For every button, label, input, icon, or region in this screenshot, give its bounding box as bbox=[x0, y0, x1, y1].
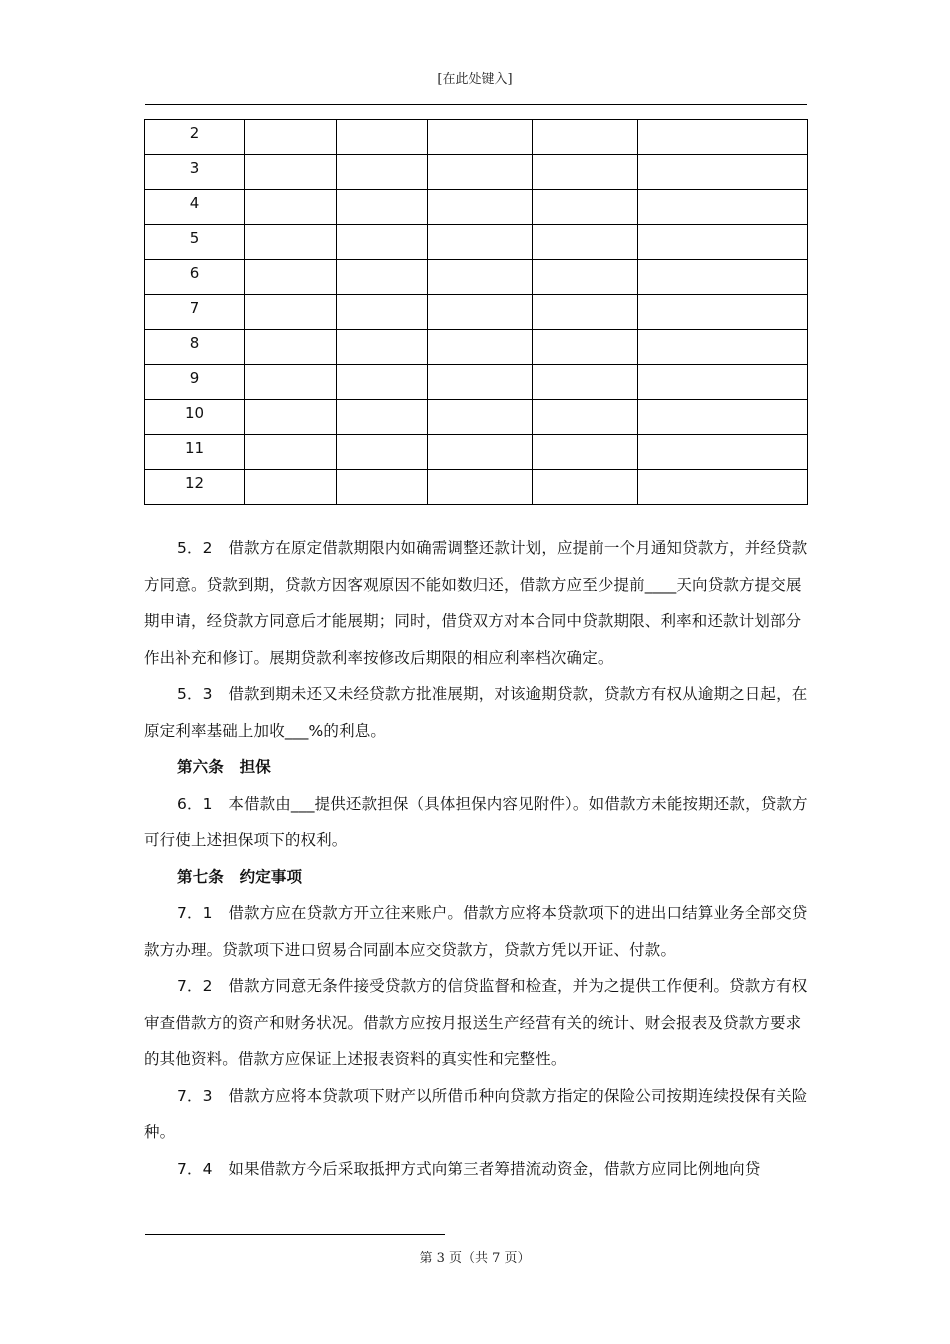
table-cell bbox=[337, 365, 428, 400]
clause-paragraph: 7．1 借款方应在贷款方开立往来账户。借款方应将本贷款项下的进出口结算业务全部交贷款方办理。贷款项下进口贸易合同副本应交贷款方，贷款方凭以开证、付款。 bbox=[144, 904, 808, 959]
table-row bbox=[145, 365, 808, 400]
table-cell bbox=[638, 295, 808, 330]
header-rule bbox=[145, 104, 807, 105]
table-cell bbox=[638, 260, 808, 295]
table-cell bbox=[638, 400, 808, 435]
table-cell bbox=[533, 400, 638, 435]
table-cell bbox=[533, 470, 638, 505]
table-cell bbox=[245, 260, 337, 295]
table-cell bbox=[337, 120, 428, 155]
table-cell bbox=[245, 435, 337, 470]
table-cell bbox=[533, 155, 638, 190]
article-heading: 第七条 约定事项 bbox=[177, 867, 303, 886]
row-number-cell: 3 bbox=[145, 155, 245, 190]
table-cell bbox=[428, 470, 533, 505]
table-cell bbox=[638, 330, 808, 365]
table-cell bbox=[245, 330, 337, 365]
table-cell bbox=[428, 330, 533, 365]
table-cell bbox=[638, 190, 808, 225]
table-cell bbox=[533, 120, 638, 155]
clause-paragraph: 7．3 借款方应将本贷款项下财产以所借币种向贷款方指定的保险公司按期连续投保有关险种。 bbox=[144, 1086, 808, 1141]
contract-body bbox=[144, 530, 816, 1187]
row-number-cell: 5 bbox=[145, 225, 245, 260]
article-heading: 第六条 担保 bbox=[177, 758, 271, 776]
table-cell bbox=[428, 155, 533, 190]
table-cell bbox=[533, 330, 638, 365]
table-cell bbox=[638, 365, 808, 400]
clause-paragraph: 5．2 借款方在原定借款期限内如确需调整还款计划，应提前一个月通知贷款方，并经贷款方同意。贷款到期，贷款方因客观原因不能如数归还，借款方应至少提前____天向贷款方提交展期申请，经贷款方同意后才能展期；同时，借贷双方对本合同中贷款期限、利率和还款计划部分作出补充和修订。展期贷款利率按修改后期限的相应利率档次确定。 bbox=[144, 539, 808, 667]
table-row bbox=[145, 190, 808, 225]
clause-paragraph: 5．3 借款到期未还又未经贷款方批准展期，对该逾期贷款，贷款方有权从逾期之日起，在原定利率基础上加收___%的利息。 bbox=[144, 685, 808, 740]
table-cell bbox=[533, 365, 638, 400]
table-row bbox=[145, 470, 808, 505]
table-cell bbox=[533, 295, 638, 330]
row-number-cell: 11 bbox=[145, 435, 245, 470]
table-cell bbox=[337, 295, 428, 330]
table-cell bbox=[533, 190, 638, 225]
table-cell bbox=[245, 365, 337, 400]
page-footer: 第 3 页（共 7 页） bbox=[419, 1251, 531, 1266]
table-row bbox=[145, 225, 808, 260]
table-row bbox=[145, 400, 808, 435]
table-cell bbox=[337, 190, 428, 225]
table-cell bbox=[638, 120, 808, 155]
row-number-cell: 10 bbox=[145, 400, 245, 435]
table-row bbox=[145, 260, 808, 295]
table-cell bbox=[337, 435, 428, 470]
table-cell bbox=[337, 330, 428, 365]
table-cell bbox=[533, 435, 638, 470]
row-number-cell: 12 bbox=[145, 470, 245, 505]
table-cell bbox=[638, 225, 808, 260]
table-cell bbox=[638, 435, 808, 470]
table-cell bbox=[428, 400, 533, 435]
clause-paragraph: 7．2 借款方同意无条件接受贷款方的信贷监督和检查，并为之提供工作便利。贷款方有权审查借款方的资产和财务状况。借款方应按月报送生产经营有关的统计、财会报表及贷款方要求的其他资料。借款方应保证上述报表资料的真实性和完整性。 bbox=[144, 977, 808, 1068]
row-number-cell: 8 bbox=[145, 330, 245, 365]
table-cell bbox=[245, 225, 337, 260]
table-cell bbox=[428, 260, 533, 295]
table-cell bbox=[638, 155, 808, 190]
repayment-schedule-table bbox=[144, 119, 808, 505]
table-cell bbox=[245, 470, 337, 505]
table-cell bbox=[337, 400, 428, 435]
row-number-cell: 4 bbox=[145, 190, 245, 225]
page-header: [在此处键入] bbox=[437, 72, 513, 87]
table-cell bbox=[245, 400, 337, 435]
table-row bbox=[145, 330, 808, 365]
table-cell bbox=[245, 295, 337, 330]
table-row bbox=[145, 435, 808, 470]
table-cell bbox=[337, 470, 428, 505]
table-cell bbox=[337, 225, 428, 260]
table-cell bbox=[245, 190, 337, 225]
clause-paragraph: 7．4 如果借款方今后采取抵押方式向第三者筹措流动资金，借款方应同比例地向贷 bbox=[177, 1159, 761, 1178]
table-cell bbox=[428, 190, 533, 225]
table-cell bbox=[337, 260, 428, 295]
row-number-cell: 2 bbox=[145, 120, 245, 155]
table-row bbox=[145, 295, 808, 330]
row-number-cell: 7 bbox=[145, 295, 245, 330]
table-cell bbox=[245, 120, 337, 155]
row-number-cell: 6 bbox=[145, 260, 245, 295]
table-cell bbox=[245, 155, 337, 190]
table-cell bbox=[337, 155, 428, 190]
footer-rule bbox=[145, 1234, 445, 1235]
table-cell bbox=[428, 435, 533, 470]
table-cell bbox=[638, 470, 808, 505]
table-cell bbox=[428, 295, 533, 330]
row-number-cell: 9 bbox=[145, 365, 245, 400]
clause-paragraph: 6．1 本借款由___提供还款担保（具体担保内容见附件）。如借款方未能按期还款，贷款方可行使上述担保项下的权利。 bbox=[144, 794, 808, 849]
table-row bbox=[145, 155, 808, 190]
table-cell bbox=[428, 120, 533, 155]
table-cell bbox=[428, 365, 533, 400]
table-cell bbox=[533, 260, 638, 295]
table-cell bbox=[533, 225, 638, 260]
table-row bbox=[145, 120, 808, 155]
table-cell bbox=[428, 225, 533, 260]
